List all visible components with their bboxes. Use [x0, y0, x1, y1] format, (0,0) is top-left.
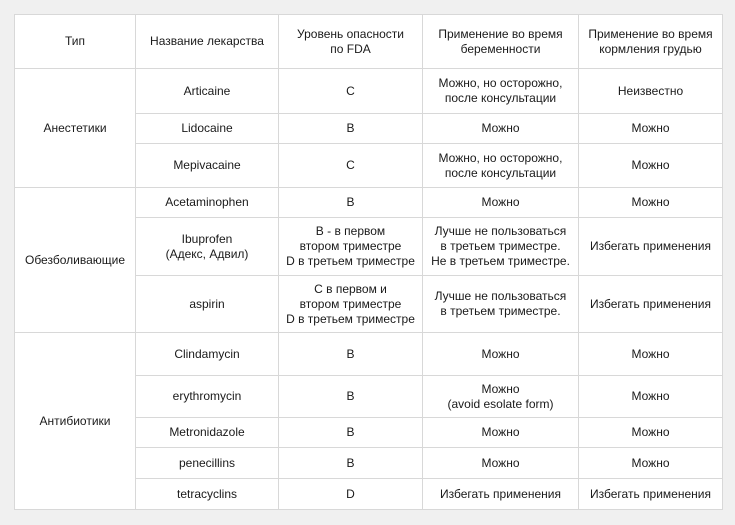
cell-text-line: Lidocaine: [181, 121, 233, 135]
cell-text-line: Можно: [481, 455, 520, 470]
cell-text-line: Название лекарства: [150, 34, 264, 48]
cell-text-line: aspirin: [189, 296, 225, 311]
cell-text-line: Тип: [64, 34, 85, 48]
cell-text-line: Лучше не пользоваться: [434, 289, 567, 303]
breastfeeding-cell: [579, 188, 723, 218]
fda-level-cell: [279, 448, 423, 479]
breastfeeding-cell: [579, 333, 723, 376]
cell-text-line: D в третьем триместре: [286, 254, 415, 268]
pregnancy-cell: [423, 479, 579, 510]
cell-text-line: Можно: [631, 389, 670, 403]
cell-text-line: Применение во время: [588, 26, 713, 41]
cell-text-line: B: [346, 425, 355, 439]
header-breastfeeding: [579, 15, 723, 69]
cell-text-line: penecillins: [178, 455, 236, 470]
drug-safety-sheet: [14, 14, 722, 510]
cell-text-line: Избегать применения: [440, 486, 561, 501]
pregnancy-cell: [423, 114, 579, 144]
table-row: [15, 333, 723, 376]
header-pregnancy: [423, 15, 579, 69]
cell-text-line: (avoid esolate form): [447, 396, 554, 411]
drug-name-cell: [136, 479, 279, 510]
cell-text-line: в третьем триместре.: [440, 304, 561, 318]
pregnancy-cell: [423, 376, 579, 418]
cell-text-line: Применение во время: [438, 26, 563, 41]
cell-text-line: втором триместре: [299, 239, 402, 253]
breastfeeding-cell: [579, 276, 723, 333]
breastfeeding-cell: [579, 218, 723, 276]
cell-text-line: после консультации: [444, 91, 557, 105]
cell-text-line: Mepivacaine: [173, 158, 241, 172]
cell-text-line: B: [346, 455, 355, 470]
pregnancy-cell: [423, 188, 579, 218]
cell-text-line: Acetaminophen: [165, 195, 249, 209]
breastfeeding-cell: [579, 69, 723, 114]
drug-type-cell: [15, 69, 136, 188]
cell-text-line: Избегать применения: [590, 239, 711, 253]
pregnancy-cell: [423, 144, 579, 188]
cell-text-line: Можно: [481, 346, 520, 361]
table-row: [15, 69, 723, 114]
cell-text-line: Можно: [631, 455, 670, 470]
breastfeeding-cell: [579, 114, 723, 144]
cell-text-line: Можно: [631, 346, 670, 361]
cell-text-line: C: [346, 83, 355, 98]
drug-name-cell: [136, 114, 279, 144]
cell-text-line: Можно: [481, 381, 520, 396]
fda-level-cell: [279, 218, 423, 276]
header-drug-name: [136, 15, 279, 69]
cell-text-line: Clindamycin: [174, 346, 240, 361]
pregnancy-cell: [423, 218, 579, 276]
fda-level-cell: [279, 376, 423, 418]
cell-text-line: Избегать применения: [590, 296, 711, 311]
pregnancy-cell: [423, 69, 579, 114]
cell-text-line: Articaine: [183, 83, 231, 98]
cell-text-line: Можно: [481, 121, 520, 135]
drug-name-cell: [136, 276, 279, 333]
table-row: [15, 188, 723, 218]
drug-safety-table: [14, 14, 723, 510]
fda-level-cell: [279, 276, 423, 333]
cell-text-line: Избегать применения: [590, 486, 711, 501]
breastfeeding-cell: [579, 479, 723, 510]
cell-text-line: C в первом и: [314, 281, 387, 296]
cell-text-line: Ibuprofen: [181, 231, 233, 246]
cell-text-line: Можно: [631, 121, 670, 135]
cell-text-line: Можно: [631, 425, 670, 439]
drug-type-cell: [15, 333, 136, 510]
cell-text-line: кормления грудью: [599, 41, 702, 56]
header-fda-level: [279, 15, 423, 69]
fda-level-cell: [279, 114, 423, 144]
drug-type-label: Обезболивающие: [24, 252, 125, 267]
drug-type-label: Анестетики: [43, 120, 107, 135]
fda-level-cell: [279, 188, 423, 218]
cell-text-line: D в третьем триместре: [286, 311, 415, 326]
table-body: [15, 69, 723, 510]
cell-text-line: после консультации: [444, 165, 557, 180]
breastfeeding-cell: [579, 144, 723, 188]
cell-text-line: втором триместре: [299, 296, 402, 311]
cell-text-line: (Адекс, Адвил): [165, 246, 249, 261]
cell-text-line: Уровень опасности: [297, 26, 404, 41]
cell-text-line: Лучше не пользоваться: [434, 224, 567, 238]
breastfeeding-cell: [579, 448, 723, 479]
drug-name-cell: [136, 188, 279, 218]
header-type: [15, 15, 136, 69]
cell-text-line: Можно: [631, 195, 670, 209]
fda-level-cell: [279, 479, 423, 510]
cell-text-line: D: [346, 486, 355, 501]
fda-level-cell: [279, 69, 423, 114]
cell-text-line: B: [346, 195, 355, 209]
cell-text-line: Можно: [481, 195, 520, 209]
drug-name-cell: [136, 418, 279, 448]
cell-text-line: в третьем триместре.: [440, 239, 561, 253]
cell-text-line: Можно, но осторожно,: [438, 76, 563, 90]
cell-text-line: B: [346, 346, 355, 361]
header-row: [15, 15, 723, 69]
pregnancy-cell: [423, 418, 579, 448]
cell-text-line: B - в первом: [315, 224, 386, 238]
cell-text-line: B: [346, 389, 355, 403]
fda-level-cell: [279, 333, 423, 376]
drug-name-cell: [136, 218, 279, 276]
cell-text-line: Не в третьем триместре.: [431, 254, 570, 268]
fda-level-cell: [279, 144, 423, 188]
fda-level-cell: [279, 418, 423, 448]
cell-text-line: беременности: [460, 41, 541, 56]
drug-name-cell: [136, 144, 279, 188]
cell-text-line: Можно, но осторожно,: [438, 150, 563, 165]
drug-type-cell: [15, 188, 136, 333]
breastfeeding-cell: [579, 376, 723, 418]
cell-text-line: B: [346, 121, 355, 135]
breastfeeding-cell: [579, 418, 723, 448]
drug-name-cell: [136, 376, 279, 418]
cell-text-line: Можно: [481, 425, 520, 439]
drug-name-cell: [136, 69, 279, 114]
pregnancy-cell: [423, 276, 579, 333]
drug-name-cell: [136, 333, 279, 376]
cell-text-line: erythromycin: [172, 389, 242, 403]
drug-type-label: Антибиотики: [39, 413, 111, 428]
cell-text-line: tetracyclins: [176, 486, 238, 501]
cell-text-line: Metronidazole: [169, 425, 245, 439]
cell-text-line: Можно: [631, 158, 670, 172]
cell-text-line: по FDA: [330, 41, 371, 56]
cell-text-line: Неизвестно: [617, 83, 684, 98]
pregnancy-cell: [423, 448, 579, 479]
cell-text-line: C: [346, 158, 355, 172]
drug-name-cell: [136, 448, 279, 479]
pregnancy-cell: [423, 333, 579, 376]
